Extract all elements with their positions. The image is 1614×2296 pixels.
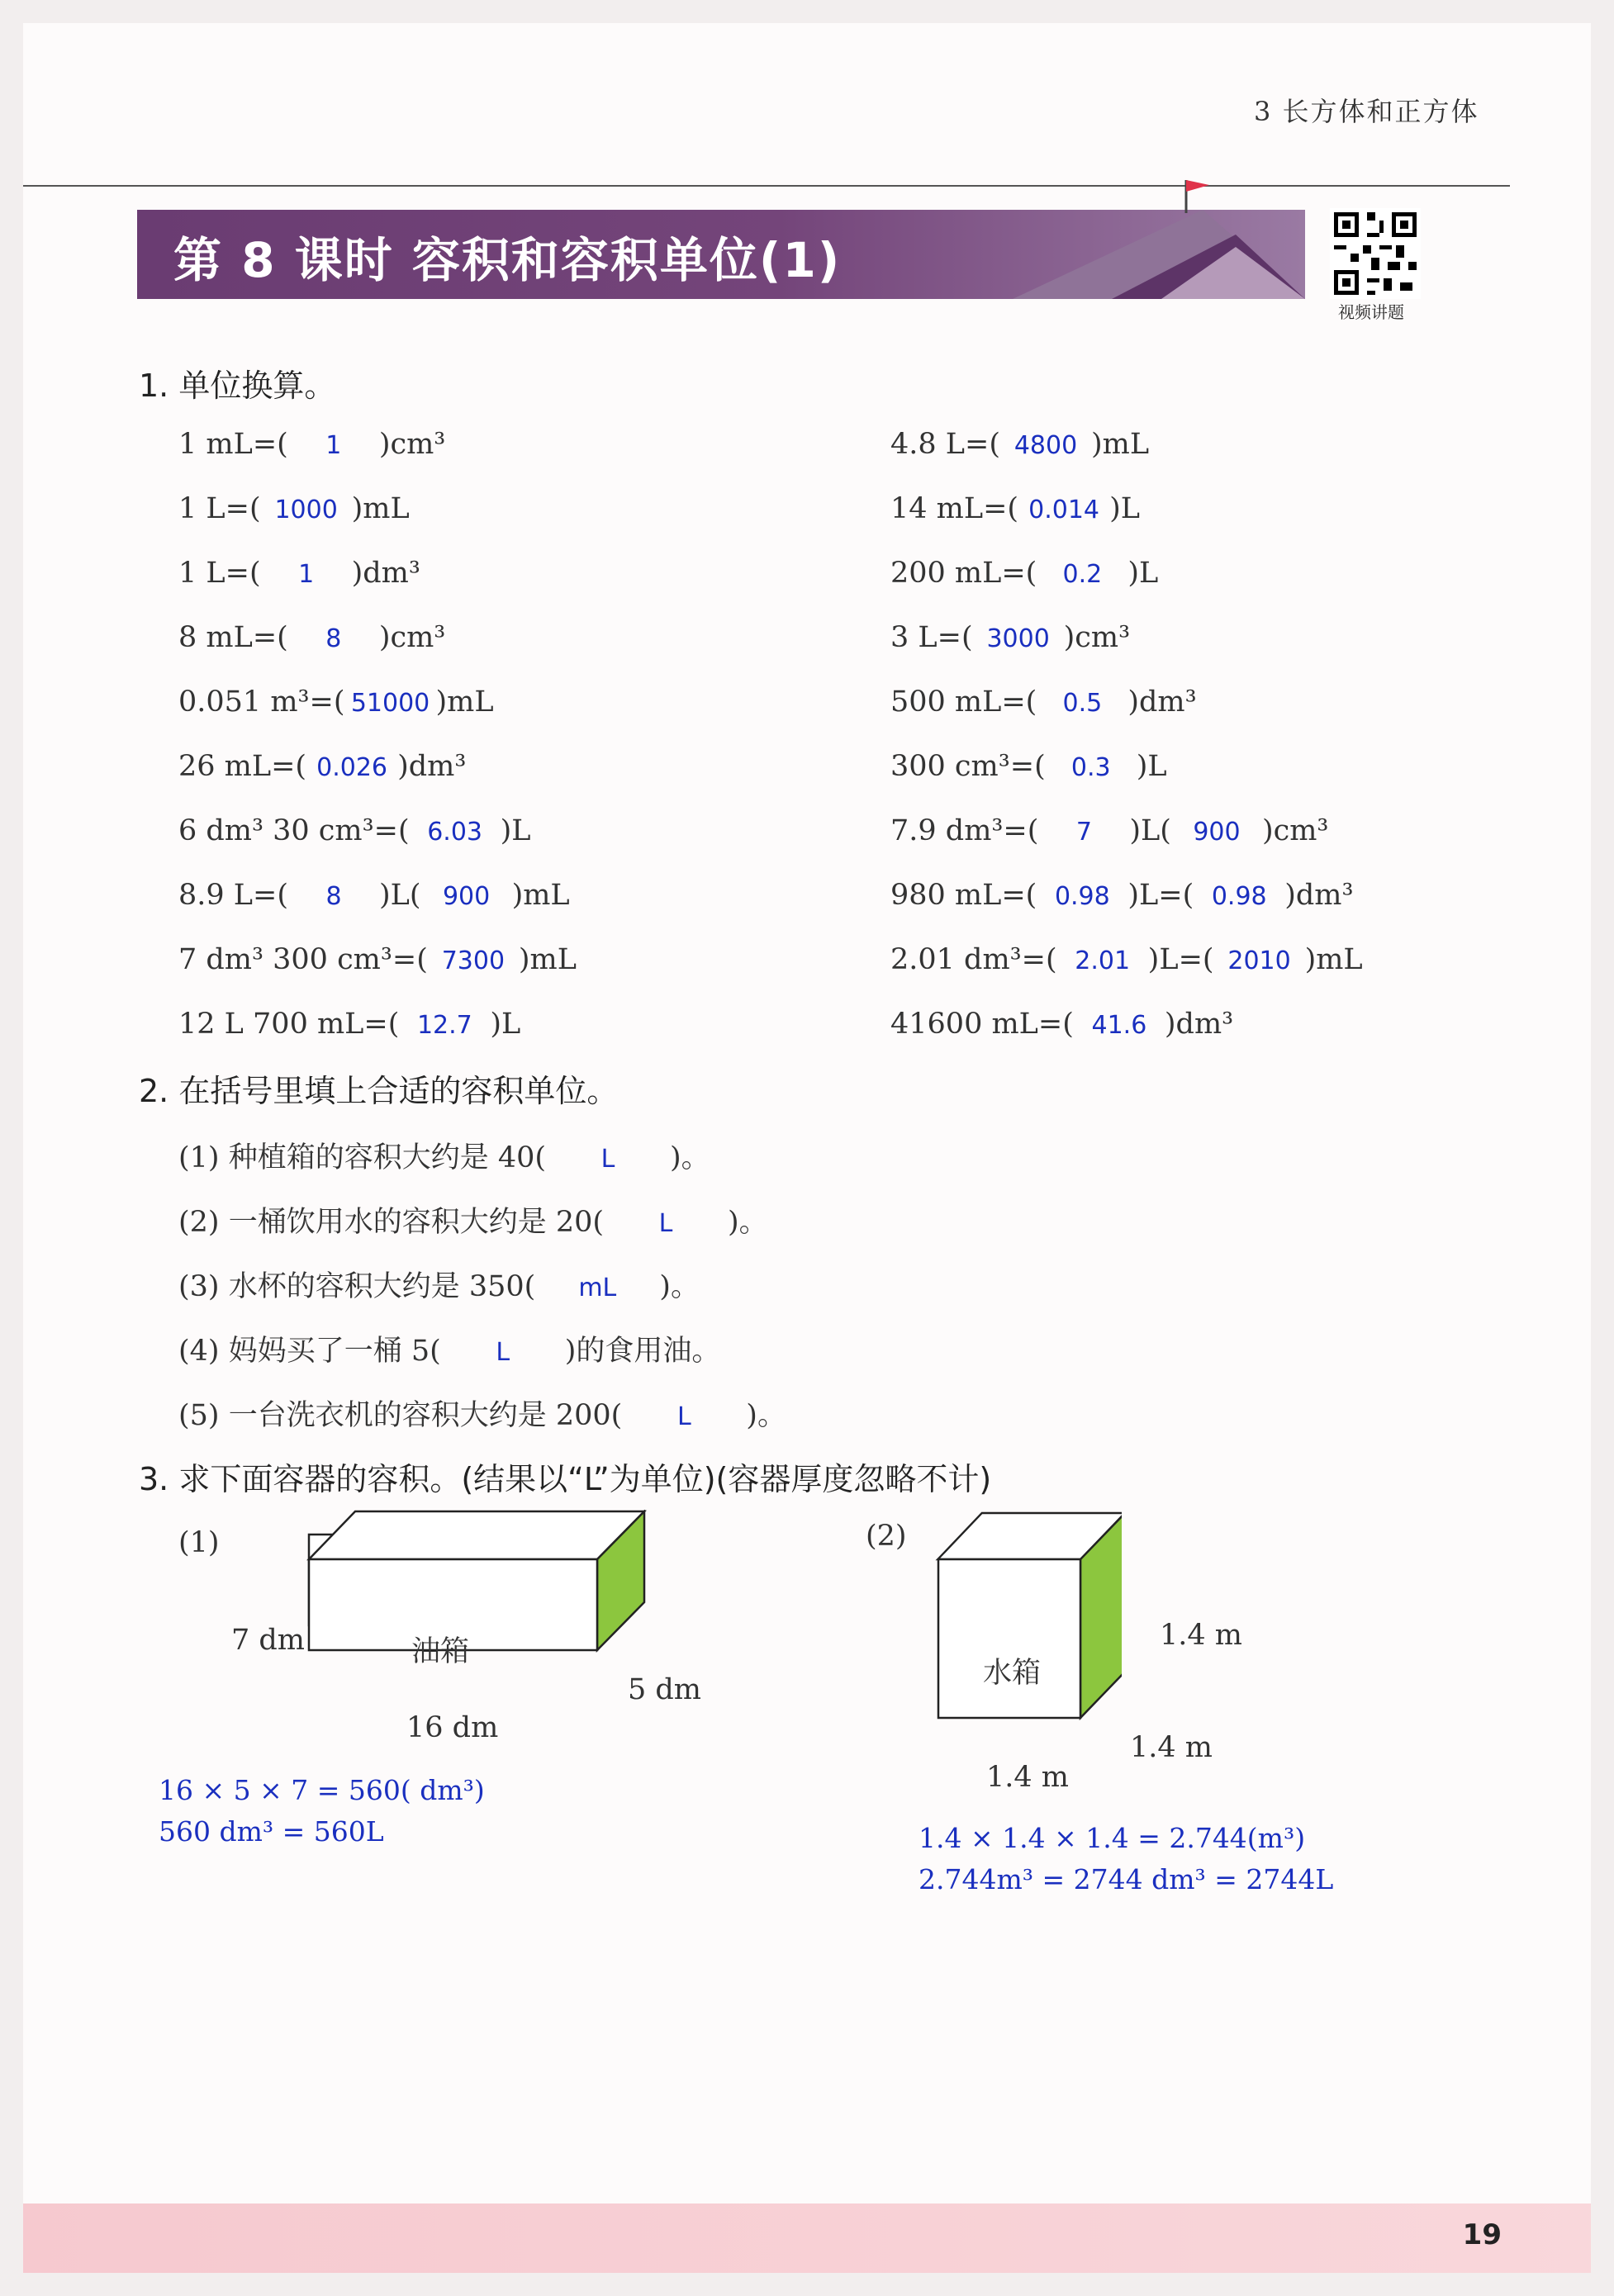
conversion-text: 500 mL=(	[890, 685, 1037, 719]
conversion-text: 7 dm³ 300 cm³=(	[178, 943, 428, 976]
answer-value[interactable]: 1	[298, 560, 315, 589]
flag-icon	[1170, 172, 1236, 221]
conversion-text: )dm³	[351, 557, 420, 590]
right-row	[890, 685, 1197, 719]
answer-value[interactable]: 1000	[274, 496, 338, 524]
answer-value[interactable]: 0.014	[1028, 496, 1100, 524]
left-row	[178, 428, 445, 461]
left-row	[178, 814, 531, 847]
conversion-text: )dm³	[1284, 879, 1354, 912]
conversion-text: )mL	[435, 685, 494, 719]
item-text: (2) 一桶饮用水的容积大约是 20(	[178, 1206, 605, 1239]
answer-value[interactable]: 7	[1075, 818, 1092, 847]
answer-value[interactable]: 900	[1193, 818, 1241, 847]
conversion-text: )mL	[511, 879, 570, 912]
answer-value[interactable]: 51000	[350, 689, 430, 718]
figure-2-label: (2)	[866, 1520, 907, 1553]
left-row	[178, 492, 410, 525]
unit-answer[interactable]: L	[601, 1145, 615, 1174]
left-row	[178, 557, 420, 590]
conversion-text: )mL	[518, 943, 577, 976]
conversion-text: )L	[490, 1008, 521, 1041]
left-row	[178, 621, 445, 654]
item-text: (3) 水杯的容积大约是 350(	[178, 1270, 536, 1303]
right-row	[890, 428, 1149, 461]
oil-tank-work-line-1: 16 × 5 × 7 = 560( dm³)	[159, 1774, 485, 1806]
left-row	[178, 1008, 520, 1041]
answer-value[interactable]: 6.03	[427, 818, 482, 847]
conversion-text: 4.8 L=(	[890, 428, 1001, 461]
lesson-banner	[137, 210, 1305, 299]
oil-tank-work-line-2: 560 dm³ = 560L	[159, 1815, 384, 1848]
unit-fill-item	[178, 1392, 786, 1434]
item-text: (1) 种植箱的容积大约是 40(	[178, 1141, 547, 1174]
conversion-text: )L(	[379, 879, 421, 912]
conversion-text: 980 mL=(	[890, 879, 1037, 912]
left-row	[178, 685, 494, 719]
conversion-text: )cm³	[378, 428, 446, 461]
answer-value[interactable]: 2.01	[1075, 946, 1131, 975]
oil-tank-box-figure	[304, 1510, 667, 1716]
figure-1-label: (1)	[178, 1526, 220, 1559]
conversion-text: 41600 mL=(	[890, 1008, 1074, 1041]
answer-value[interactable]: 4800	[1013, 431, 1078, 460]
unit-fill-item	[178, 1264, 700, 1305]
unit-answer[interactable]: L	[496, 1338, 510, 1367]
unit-answer[interactable]: L	[658, 1209, 673, 1238]
conversion-text: )L	[1127, 557, 1159, 590]
water-tank-width: 1.4 m	[1130, 1731, 1213, 1764]
answer-value[interactable]: 0.2	[1062, 560, 1103, 589]
right-row	[890, 814, 1328, 847]
left-row	[178, 879, 570, 912]
oil-tank-height: 7 dm	[231, 1624, 305, 1657]
page-number: 19	[1462, 2218, 1502, 2251]
conversion-text: 7.9 dm³=(	[890, 814, 1039, 847]
conversion-text: )dm³	[1127, 685, 1197, 719]
conversion-text: )L=(	[1147, 943, 1214, 976]
conversion-text: )dm³	[1164, 1008, 1234, 1041]
left-row	[178, 943, 577, 976]
conversion-text: )mL	[1304, 943, 1363, 976]
question-1-title: 1. 单位换算。	[139, 368, 336, 404]
conversion-text: 26 mL=(	[178, 750, 307, 783]
qr-code-icon[interactable]	[1330, 208, 1421, 299]
conversion-text: 8.9 L=(	[178, 879, 289, 912]
conversion-text: )L	[1109, 492, 1140, 525]
conversion-text: )mL	[351, 492, 410, 525]
footer-band	[23, 2203, 1591, 2273]
oil-tank-length: 16 dm	[406, 1711, 499, 1744]
conversion-text: 3 L=(	[890, 621, 973, 654]
item-text: )。	[670, 1141, 710, 1174]
lesson-title: 第 8 课时 容积和容积单位(1)	[173, 232, 842, 288]
answer-value[interactable]: 41.6	[1091, 1011, 1147, 1040]
answer-value[interactable]: 7300	[441, 946, 506, 975]
left-row	[178, 750, 466, 783]
oil-tank-width: 5 dm	[628, 1673, 701, 1706]
conversion-text: 1 L=(	[178, 492, 261, 525]
right-row	[890, 621, 1130, 654]
conversion-text: )L	[500, 814, 531, 847]
item-text: (5) 一台洗衣机的容积大约是 200(	[178, 1399, 623, 1432]
conversion-text: 300 cm³=(	[890, 750, 1046, 783]
right-row	[890, 492, 1140, 525]
answer-value[interactable]: 8	[325, 624, 342, 653]
conversion-text: )L(	[1129, 814, 1171, 847]
workbook-page	[23, 23, 1591, 2273]
answer-value[interactable]: 0.98	[1054, 882, 1110, 911]
answer-value[interactable]: 0.3	[1070, 753, 1111, 782]
water-tank-work-line-1: 1.4 × 1.4 × 1.4 = 2.744(m³)	[919, 1822, 1306, 1854]
chapter-header: 3 长方体和正方体	[1254, 96, 1479, 127]
right-row	[890, 879, 1354, 912]
question-2-title: 2. 在括号里填上合适的容积单位。	[139, 1073, 619, 1109]
item-text: )。	[728, 1206, 768, 1239]
conversion-text: )mL	[1091, 428, 1150, 461]
answer-value[interactable]: 12.7	[416, 1011, 472, 1040]
item-text: (4) 妈妈买了一桶 5(	[178, 1335, 441, 1368]
water-tank-cube-figure	[932, 1510, 1122, 1741]
unit-fill-item	[178, 1199, 768, 1241]
conversion-text: 1 L=(	[178, 557, 261, 590]
conversion-text: )cm³	[1261, 814, 1329, 847]
unit-fill-item	[178, 1135, 710, 1176]
item-text: )。	[659, 1270, 700, 1303]
unit-fill-item	[178, 1328, 720, 1369]
item-text: )。	[746, 1399, 786, 1432]
unit-answer[interactable]: mL	[578, 1274, 617, 1302]
right-row	[890, 750, 1167, 783]
conversion-text: 12 L 700 mL=(	[178, 1008, 400, 1041]
header-rule	[23, 185, 1510, 187]
conversion-text: 2.01 dm³=(	[890, 943, 1057, 976]
answer-value[interactable]: 8	[325, 882, 342, 911]
water-tank-work-line-2: 2.744m³ = 2744 dm³ = 2744L	[919, 1863, 1334, 1895]
conversion-text: 200 mL=(	[890, 557, 1037, 590]
conversion-text: 1 mL=(	[178, 428, 288, 461]
answer-value[interactable]: 0.5	[1062, 689, 1103, 718]
conversion-text: )dm³	[397, 750, 467, 783]
conversion-text: 0.051 m³=(	[178, 685, 345, 719]
right-row	[890, 557, 1158, 590]
conversion-text: )cm³	[1063, 621, 1131, 654]
conversion-text: )L=(	[1127, 879, 1194, 912]
water-tank-height: 1.4 m	[1160, 1619, 1242, 1652]
conversion-text: )cm³	[378, 621, 446, 654]
answer-value[interactable]: 0.98	[1211, 882, 1267, 911]
item-text: )的食用油。	[564, 1335, 721, 1368]
answer-value[interactable]: 900	[442, 882, 491, 911]
question-3-title: 3. 求下面容器的容积。(结果以“L”为单位)(容器厚度忽略不计)	[139, 1461, 992, 1497]
right-row	[890, 1008, 1233, 1041]
unit-answer[interactable]: L	[676, 1402, 691, 1431]
answer-value[interactable]: 3000	[986, 624, 1050, 653]
conversion-text: )L	[1136, 750, 1167, 783]
water-tank-label: 水箱	[983, 1657, 1042, 1690]
conversion-text: 14 mL=(	[890, 492, 1019, 525]
answer-value[interactable]: 1	[325, 431, 342, 460]
answer-value[interactable]: 2010	[1227, 946, 1291, 975]
qr-label: 视频讲题	[1338, 302, 1404, 322]
conversion-text: 8 mL=(	[178, 621, 288, 654]
right-row	[890, 943, 1363, 976]
answer-value[interactable]: 0.026	[316, 753, 388, 782]
water-tank-length: 1.4 m	[986, 1761, 1069, 1794]
oil-tank-label: 油箱	[411, 1635, 470, 1668]
conversion-text: 6 dm³ 30 cm³=(	[178, 814, 410, 847]
